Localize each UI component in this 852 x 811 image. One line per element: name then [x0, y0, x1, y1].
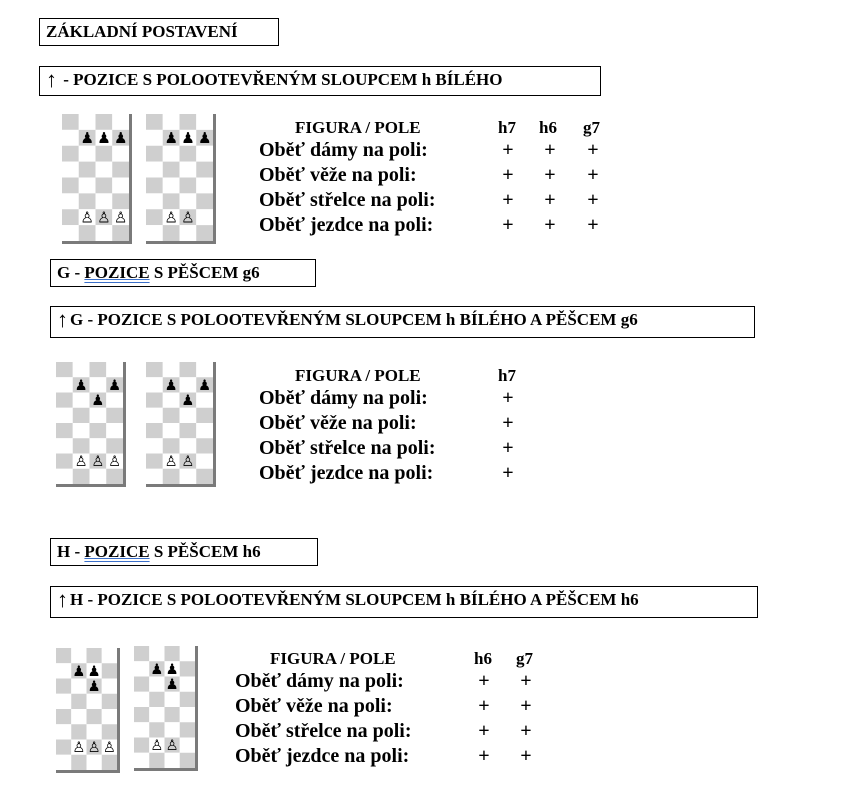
black-pawn-icon: ♟	[164, 128, 178, 147]
board-square	[163, 178, 180, 194]
board-square	[62, 114, 79, 130]
heading-g-underlined: POZICE	[84, 263, 150, 282]
plus-mark: +	[502, 214, 514, 236]
board-square	[163, 225, 180, 241]
board-square	[62, 162, 79, 178]
board-square	[196, 114, 213, 130]
board-square	[163, 438, 180, 453]
table-header-figure-square: FIGURA / POLE	[270, 649, 396, 668]
board-square	[71, 679, 86, 694]
board-square	[56, 377, 73, 392]
board-square	[87, 724, 102, 739]
board-square	[112, 178, 129, 194]
board-square	[146, 193, 163, 209]
board-square	[180, 362, 197, 377]
board-square	[71, 755, 86, 770]
plus-mark: +	[587, 189, 599, 211]
board-square	[146, 130, 163, 146]
row-label-bishop: Oběť střelce na poli:	[259, 437, 436, 459]
plus-mark: +	[587, 139, 599, 161]
heading-h-letter: H	[57, 542, 71, 561]
board-square	[180, 646, 195, 661]
plus-mark: +	[520, 745, 532, 767]
plus-mark: +	[502, 189, 514, 211]
up-arrow-icon: ↑	[57, 307, 68, 332]
board-frame	[129, 114, 132, 244]
column-header: h6	[474, 649, 492, 668]
board-square	[79, 178, 96, 194]
row-label-knight: Oběť jezdce na poli:	[259, 214, 434, 236]
black-pawn-icon: ♟	[197, 128, 212, 147]
board-square	[196, 408, 213, 423]
board-square	[180, 469, 197, 484]
board-square	[165, 753, 180, 768]
board-frame	[56, 770, 120, 773]
heading-h-underlined: POZICE	[84, 542, 150, 561]
board-square	[106, 438, 123, 453]
black-pawn-icon: ♟	[181, 393, 195, 410]
board-square	[180, 692, 195, 707]
chess-board	[62, 114, 132, 244]
white-pawn-icon: ♙	[91, 454, 105, 471]
board-square	[196, 393, 213, 408]
row-label-rook: Oběť věže na poli:	[259, 164, 417, 186]
board-square	[79, 225, 96, 241]
board-square	[73, 423, 90, 438]
board-square	[79, 193, 96, 209]
column-header: g7	[583, 118, 600, 137]
black-pawn-icon: ♟	[165, 661, 179, 678]
black-pawn-icon: ♟	[91, 393, 105, 410]
board-frame	[146, 484, 216, 487]
board-square	[87, 709, 102, 724]
board-square	[56, 679, 71, 694]
black-pawn-icon: ♟	[72, 663, 86, 680]
board-square	[196, 209, 213, 225]
table-header-figure-square: FIGURA / POLE	[295, 366, 421, 385]
board-square	[56, 362, 73, 377]
white-pawn-icon: ♙	[102, 740, 116, 757]
board-square	[102, 679, 117, 694]
board-square	[146, 377, 163, 392]
board-square	[146, 225, 163, 241]
board-square	[196, 469, 213, 484]
board-square	[90, 362, 107, 377]
board-square	[79, 114, 96, 130]
black-pawn-icon: ♟	[74, 377, 88, 394]
heading-g-dash: -	[70, 263, 85, 282]
board-square	[134, 707, 149, 722]
board-square	[196, 225, 213, 241]
heading-h-position	[50, 538, 318, 566]
board-square	[102, 694, 117, 709]
board-square	[106, 408, 123, 423]
column-header: h7	[498, 118, 516, 137]
board-square	[163, 114, 180, 130]
board-square	[163, 408, 180, 423]
board-square	[180, 178, 197, 194]
board-square	[180, 193, 197, 209]
board-square	[112, 225, 129, 241]
black-pawn-icon: ♟	[108, 377, 122, 394]
board-square	[56, 454, 73, 469]
board-square	[62, 178, 79, 194]
board-square	[96, 193, 113, 209]
heading-section-2	[50, 306, 755, 338]
board-square	[134, 722, 149, 737]
board-square	[196, 423, 213, 438]
board-square	[56, 393, 73, 408]
board-square	[163, 193, 180, 209]
board-square	[180, 162, 197, 178]
row-label-knight: Oběť jezdce na poli:	[259, 462, 434, 484]
black-pawn-icon: ♟	[87, 663, 101, 680]
board-square	[146, 114, 163, 130]
heading-g-letter: G	[57, 263, 71, 282]
board-square	[56, 694, 71, 709]
board-square	[163, 146, 180, 162]
heading-section-1	[39, 66, 601, 96]
white-pawn-icon: ♙	[181, 208, 195, 227]
plus-mark: +	[520, 695, 532, 717]
board-square	[146, 146, 163, 162]
board-square	[146, 408, 163, 423]
heading-section-2-letter: G	[70, 310, 84, 329]
board-square	[196, 193, 213, 209]
board-square	[106, 362, 123, 377]
board-frame	[213, 114, 216, 244]
black-pawn-icon: ♟	[87, 679, 101, 696]
board-square	[149, 677, 164, 692]
white-pawn-icon: ♙	[164, 454, 178, 471]
plus-mark: +	[502, 437, 514, 459]
heading-basic-text: ZÁKLADNÍ POSTAVENÍ	[46, 22, 238, 41]
board-square	[180, 677, 195, 692]
board-square	[146, 469, 163, 484]
plus-mark: +	[520, 720, 532, 742]
heading-section-3	[50, 586, 758, 618]
board-square	[90, 423, 107, 438]
black-pawn-icon: ♟	[164, 377, 178, 394]
row-label-queen: Oběť dámy na poli:	[259, 139, 428, 161]
plus-mark: +	[478, 720, 490, 742]
plus-mark: +	[544, 164, 556, 186]
row-label-queen: Oběť dámy na poli:	[259, 387, 428, 409]
plus-mark: +	[502, 139, 514, 161]
board-square	[87, 648, 102, 663]
heading-g-rest: S PĚŠCEM g6	[149, 263, 260, 282]
board-square	[134, 692, 149, 707]
plus-mark: +	[478, 745, 490, 767]
board-frame	[134, 768, 198, 771]
board-square	[149, 707, 164, 722]
board-square	[112, 162, 129, 178]
column-header: h7	[498, 366, 516, 385]
board-square	[56, 408, 73, 423]
board-square	[56, 648, 71, 663]
board-square	[106, 423, 123, 438]
chess-board	[56, 362, 126, 487]
chess-board	[146, 114, 216, 244]
board-square	[62, 146, 79, 162]
board-square	[134, 661, 149, 676]
white-pawn-icon: ♙	[97, 208, 111, 227]
board-square	[96, 114, 113, 130]
board-square	[102, 663, 117, 678]
white-pawn-icon: ♙	[164, 208, 178, 227]
board-square	[90, 408, 107, 423]
board-square	[87, 694, 102, 709]
white-pawn-icon: ♙	[165, 738, 179, 755]
black-pawn-icon: ♟	[97, 128, 111, 147]
board-square	[146, 393, 163, 408]
board-square	[56, 423, 73, 438]
row-label-knight: Oběť jezdce na poli:	[235, 745, 410, 767]
up-arrow-icon: ↑	[57, 587, 68, 612]
board-square	[62, 193, 79, 209]
white-pawn-icon: ♙	[150, 738, 164, 755]
black-pawn-icon: ♟	[80, 128, 94, 147]
board-square	[165, 707, 180, 722]
heading-section-3-letter: H	[70, 590, 84, 609]
white-pawn-icon: ♙	[74, 454, 88, 471]
board-square	[146, 178, 163, 194]
board-square	[134, 646, 149, 661]
board-square	[180, 377, 197, 392]
board-square	[196, 454, 213, 469]
board-square	[106, 393, 123, 408]
board-frame	[117, 648, 120, 773]
table-header-figure-square: FIGURA / POLE	[295, 118, 421, 137]
board-square	[134, 677, 149, 692]
heading-section-3-text: - POZICE S POLOOTEVŘENÝM SLOUPCEM h BÍLÉHO A PĚŠCEM h6	[83, 590, 639, 609]
chess-board	[56, 648, 120, 773]
board-square	[196, 362, 213, 377]
board-square	[149, 753, 164, 768]
board-frame	[195, 646, 198, 771]
board-square	[71, 648, 86, 663]
board-square	[196, 178, 213, 194]
plus-mark: +	[478, 695, 490, 717]
board-square	[73, 469, 90, 484]
board-square	[163, 469, 180, 484]
plus-mark: +	[520, 670, 532, 692]
board-square	[163, 393, 180, 408]
board-square	[180, 707, 195, 722]
board-square	[180, 661, 195, 676]
plus-mark: +	[502, 387, 514, 409]
board-square	[106, 469, 123, 484]
black-pawn-icon: ♟	[150, 661, 164, 678]
row-label-rook: Oběť věže na poli:	[235, 695, 393, 717]
board-square	[180, 408, 197, 423]
board-square	[146, 162, 163, 178]
board-square	[146, 438, 163, 453]
heading-section-1-prefix: -	[59, 70, 74, 89]
plus-mark: +	[544, 214, 556, 236]
board-square	[112, 193, 129, 209]
chess-board	[134, 646, 198, 771]
board-square	[165, 692, 180, 707]
board-square	[102, 648, 117, 663]
heading-section-1-text: POZICE S POLOOTEVŘENÝM SLOUPCEM h BÍLÉHO	[73, 70, 503, 89]
board-square	[79, 162, 96, 178]
board-square	[96, 146, 113, 162]
board-frame	[62, 241, 132, 244]
plus-mark: +	[544, 189, 556, 211]
board-square	[73, 438, 90, 453]
board-square	[56, 740, 71, 755]
board-square	[180, 753, 195, 768]
board-square	[56, 724, 71, 739]
white-pawn-icon: ♙	[113, 208, 128, 227]
board-square	[134, 753, 149, 768]
board-square	[180, 225, 197, 241]
heading-g-position	[50, 259, 316, 287]
board-square	[146, 209, 163, 225]
board-square	[56, 755, 71, 770]
plus-mark: +	[502, 164, 514, 186]
board-square	[90, 377, 107, 392]
board-square	[56, 709, 71, 724]
board-square	[146, 423, 163, 438]
board-square	[73, 393, 90, 408]
board-square	[180, 114, 197, 130]
board-square	[112, 114, 129, 130]
board-frame	[213, 362, 216, 487]
board-square	[112, 146, 129, 162]
board-square	[62, 225, 79, 241]
board-square	[180, 738, 195, 753]
row-label-queen: Oběť dámy na poli:	[235, 670, 404, 692]
row-label-bishop: Oběť střelce na poli:	[235, 720, 412, 742]
heading-basic-position	[39, 18, 279, 46]
row-label-rook: Oběť věže na poli:	[259, 412, 417, 434]
board-square	[196, 162, 213, 178]
row-label-bishop: Oběť střelce na poli:	[259, 189, 436, 211]
board-square	[165, 646, 180, 661]
board-square	[71, 694, 86, 709]
board-square	[73, 362, 90, 377]
column-header: h6	[539, 118, 557, 137]
white-pawn-icon: ♙	[80, 208, 94, 227]
board-square	[180, 146, 197, 162]
board-square	[90, 438, 107, 453]
board-square	[62, 130, 79, 146]
plus-mark: +	[587, 214, 599, 236]
black-pawn-icon: ♟	[165, 677, 179, 694]
board-square	[102, 709, 117, 724]
board-frame	[146, 241, 216, 244]
board-square	[180, 438, 197, 453]
board-square	[163, 423, 180, 438]
plus-mark: +	[478, 670, 490, 692]
board-square	[149, 646, 164, 661]
board-square	[102, 755, 117, 770]
board-square	[90, 469, 107, 484]
board-frame	[123, 362, 126, 487]
board-square	[102, 724, 117, 739]
board-square	[149, 692, 164, 707]
board-square	[71, 724, 86, 739]
board-square	[56, 438, 73, 453]
plus-mark: +	[544, 139, 556, 161]
black-pawn-icon: ♟	[113, 128, 128, 147]
heading-h-dash: -	[70, 542, 85, 561]
board-square	[56, 469, 73, 484]
heading-h-rest: S PĚŠCEM h6	[149, 542, 261, 561]
board-square	[180, 722, 195, 737]
board-square	[149, 722, 164, 737]
board-square	[96, 162, 113, 178]
board-frame	[56, 484, 126, 487]
board-square	[87, 755, 102, 770]
board-square	[146, 454, 163, 469]
board-square	[71, 709, 86, 724]
white-pawn-icon: ♙	[72, 740, 86, 757]
heading-section-2-text: - POZICE S POLOOTEVŘENÝM SLOUPCEM h BÍLÉHO A PĚŠCEM g6	[83, 310, 638, 329]
column-header: g7	[516, 649, 533, 668]
plus-mark: +	[502, 412, 514, 434]
plus-mark: +	[502, 462, 514, 484]
board-square	[62, 209, 79, 225]
black-pawn-icon: ♟	[198, 377, 212, 394]
plus-mark: +	[587, 164, 599, 186]
board-square	[165, 722, 180, 737]
board-square	[79, 146, 96, 162]
board-square	[163, 362, 180, 377]
board-square	[146, 362, 163, 377]
white-pawn-icon: ♙	[108, 454, 122, 471]
board-square	[196, 438, 213, 453]
board-square	[196, 146, 213, 162]
board-square	[163, 162, 180, 178]
white-pawn-icon: ♙	[181, 454, 195, 471]
board-square	[96, 225, 113, 241]
chess-board	[146, 362, 216, 487]
up-arrow-icon: ↑	[46, 67, 57, 92]
black-pawn-icon: ♟	[181, 128, 195, 147]
board-square	[134, 738, 149, 753]
board-square	[73, 408, 90, 423]
board-square	[180, 423, 197, 438]
board-square	[96, 178, 113, 194]
white-pawn-icon: ♙	[87, 740, 101, 757]
board-square	[56, 663, 71, 678]
